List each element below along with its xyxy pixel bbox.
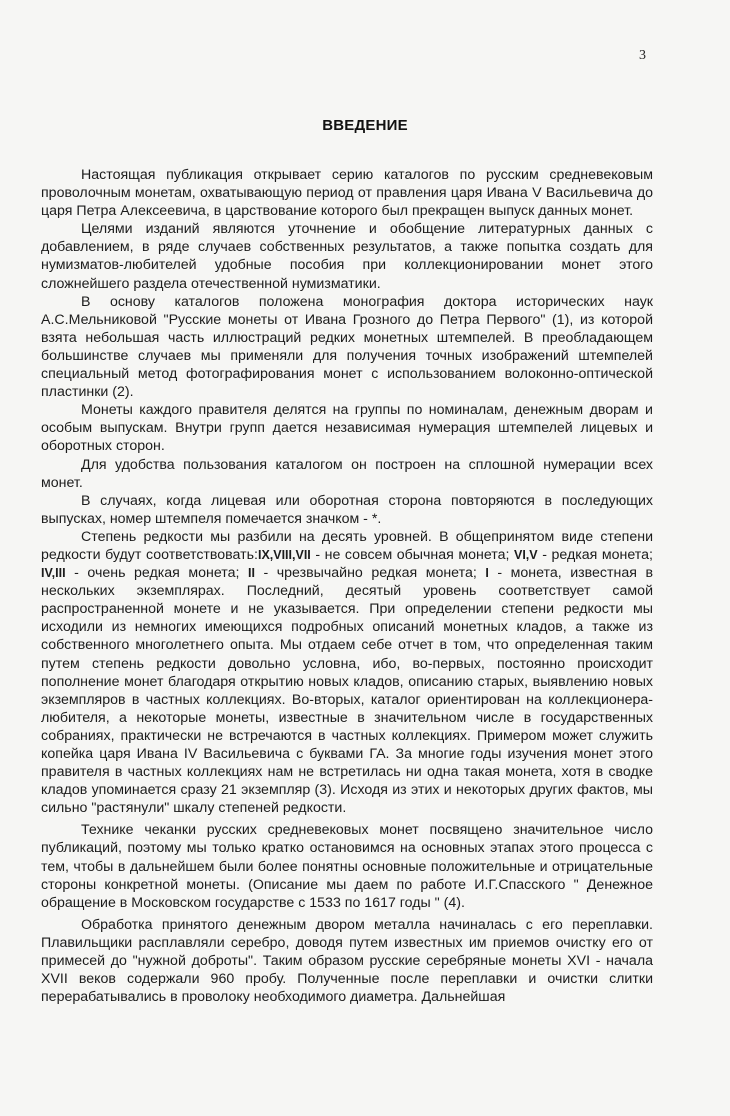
- paragraph-grouping: Монеты каждого правителя делятся на группы по номиналам, денежным дворам и особым выпускам. Внутри групп дается независимая нумерация штемпелей лицевых и оборотных сторон.: [41, 402, 653, 455]
- paragraph-metal-processing: Обработка принятого денежным двором металла начиналась с его переплавки. Плавильщики расплавляли серебро, доводя путем известных им приемов очистку его от примесей до "нужной доброты". Таким образом русские серебряные монеты XVI - начала XVII веков содержали 960 пробу. Полученные после переплавки и очистки слитки перерабатывались в проволоку необходимого диаметра. Дальнейшая: [41, 916, 653, 1006]
- document-title: ВВЕДЕНИЕ: [322, 117, 408, 134]
- rarity-level-vi-v: VI,V: [514, 547, 538, 562]
- rarity-level-ii: II: [248, 566, 255, 581]
- paragraph-rarity: [41, 528, 653, 818]
- paragraph-repeat-mark: В случаях, когда лицевая или оборотная сторона повторяются в последующих выпусках, номер штемпеля помечается значком - *.: [41, 492, 653, 527]
- paragraph-basis: В основу каталогов положена монография доктора исторических наук А.С.Мельниковой "Русские монеты от Ивана Грозного до Петра Первого" (1), из которой взята небольшая часть иллюстраций редких монетных штемпелей. В преобладающем большинстве случаев мы применяли для получения точных изображений штемпелей специальный метод фотографирования монет с использованием волоконно-оптической пластинки (2).: [41, 293, 653, 401]
- rarity-text-3: - редкая монета;: [542, 546, 653, 563]
- rarity-text-4: - очень редкая монета;: [74, 565, 240, 582]
- page-number: 3: [639, 48, 646, 63]
- paragraph-intro: Настоящая публикация открывает серию каталогов по русским средневековым проволочным монетам, охватывающую период от правления царя Ивана V Васильевича до царя Петра Алексеевича, в царствование которого был прекращен выпуск данных монет.: [41, 167, 653, 220]
- paragraph-minting-technique: Технике чеканки русских средневековых монет посвящено значительное число публикаций, поэтому мы только кратко остановимся на основных этапах этого процесса с тем, чтобы в дальнейшем были более понятны основные положительные и отрицательные стороны конкретной монеты. (Описание мы даем по работе И.Г.Спасского " Денежное обращение в Московском государстве с 1533 по 1617 годы " (4).: [41, 822, 653, 911]
- rarity-level-i: I: [485, 566, 489, 581]
- paragraph-numbering: Для удобства пользования каталогом он построен на сплошной нумерации всех монет.: [41, 456, 653, 491]
- paragraph-goals: Целями изданий являются уточнение и обобщение литературных данных с добавлением, в ряде случаев собственных результатов, а также попытка создать для нумизматов-любителей удобные пособия при коллекционировании монет этого сложнейшего раздела отечественной нумизматики.: [41, 221, 653, 292]
- rarity-text-6: - монета, известная в нескольких экземплярах. Последний, десятый уровень соответствует самой распространенной монете и не указывается. При определении степени редкости мы исходили из немногих имеющихся подробных описаний монетных кладов, а также из собственного многолетнего опыта. Мы отдаем себе отчет в том, что определенная таким путем степень редкости довольно условна, ибо, во-первых, постоянно происходит пополнение монет благодаря открытию новых кладов, описанию старых, выявлению новых экземпляров в частных коллекциях. Во-вторых, каталог ориентирован на коллекционера-любителя, а некоторые монеты, известные в значительном числе в государственных собраниях, практически не встречаются в частных коллекциях. Примером может служить копейка царя Ивана IV Васильевича с буквами ГА. За многие годы изучения монет этого правителя в частных коллекциях нам не встретилась ни одна такая монета, хотя в сводке кладов упоминается сразу 21 экземпляр (3). Исходя из этих и некоторых других фактов, мы сильно "растянули" шкалу степеней редкости.: [41, 565, 653, 817]
- rarity-text-1: Степень редкости мы разбили на десять уровней. В общепринятом виде степени редкости будут соответствовать:: [41, 528, 653, 563]
- document-body: [41, 166, 653, 1010]
- rarity-level-iv-iii: IV,III: [41, 566, 66, 581]
- rarity-level-ix-viii-vii: IX,VIII,VII: [257, 547, 311, 562]
- rarity-text-5: - чрезвычайно редкая монета;: [263, 565, 477, 582]
- rarity-text-2: - не совсем обычная монета;: [315, 546, 510, 563]
